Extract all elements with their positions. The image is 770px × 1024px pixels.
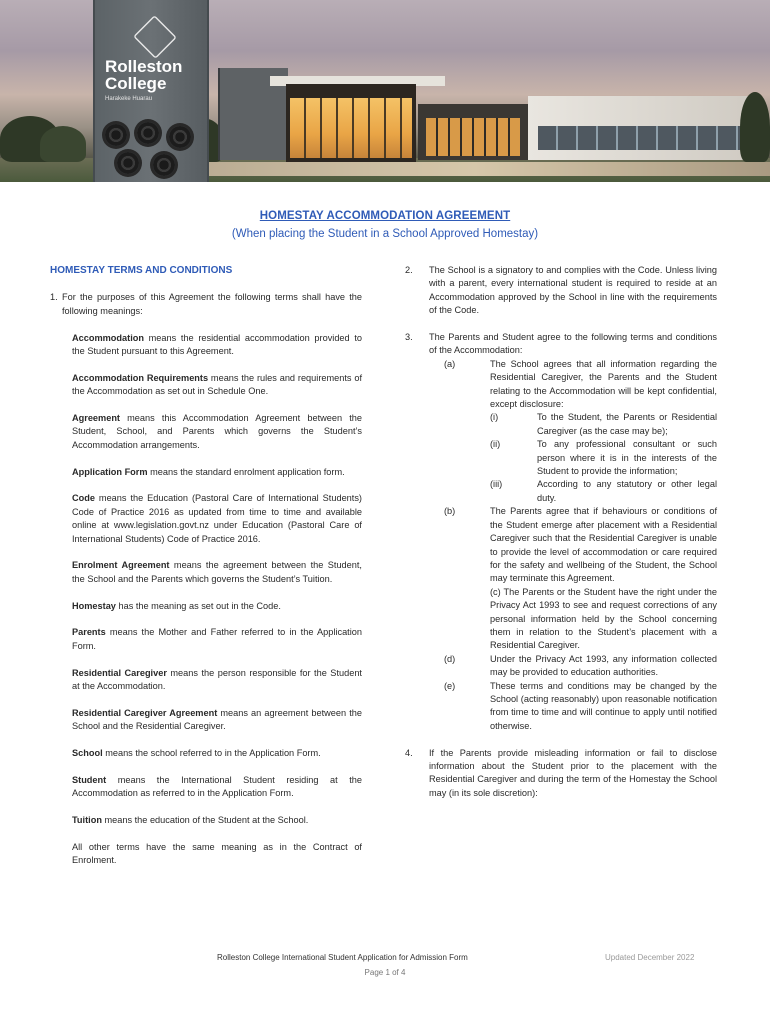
footer-document-name: Rolleston College International Student Application for Admission Form — [217, 953, 468, 962]
subclause-a — [444, 358, 717, 412]
clause-3 — [405, 331, 717, 358]
definition-text: means an agreement between the School and the Residential Caregiver. — [72, 707, 362, 732]
subclause-label: (a) — [444, 358, 456, 369]
flower-emblem-icon — [105, 124, 127, 146]
sign-college-name: Rolleston College — [105, 57, 183, 93]
definition-item — [72, 747, 362, 760]
definition-term: Code — [72, 493, 95, 504]
clause-text: The Parents and Student agree to the following terms and conditions of the Accommodation: — [429, 332, 717, 356]
definition-text: means the person responsible for the Student at the Accommodation. — [72, 667, 362, 692]
clause-number: 1. — [50, 292, 58, 303]
clause-1 — [50, 291, 362, 318]
definition-text: means the agreement between the Student, the School and the Parents which governs the Student’s Tuition. — [72, 560, 362, 584]
definition-item — [72, 466, 362, 479]
definition-item — [72, 600, 362, 613]
definition-item — [72, 814, 362, 827]
definition-item — [72, 707, 362, 734]
flower-emblem-icon — [169, 126, 191, 148]
photo-building — [528, 96, 758, 160]
subclause-d — [444, 653, 717, 680]
subclause-label: (e) — [444, 680, 456, 691]
subclause-c: (c) The Parents or the Student have the right under the Privacy Act 1993 to see and request corrections of any personal information held by the School concerning them in relation to the Student’s placement with a Residential Caregiver. — [490, 586, 717, 651]
definition-term: Student — [72, 774, 107, 785]
definition-text: All other terms have the same meaning as in the Contract of Enrolment. — [72, 841, 362, 866]
left-column — [50, 264, 362, 881]
subclause-text: Under the Privacy Act 1993, any information collected may be provided to education authorities. — [490, 653, 717, 678]
clause-text: For the purposes of this Agreement the following terms shall have the following meanings: — [62, 292, 362, 316]
definition-text: means the standard enrolment application form. — [147, 466, 345, 477]
definition-item — [72, 492, 362, 546]
clause-text: If the Parents provide misleading information or fail to disclose information about the Student prior to the placement with the Residential Caregiver and during the term of the Homestay the School may (in its sole discretion): — [429, 747, 717, 798]
clause-4 — [405, 747, 717, 801]
definition-text: means the rules and requirements of the Accommodation as set out in Schedule One. — [72, 372, 363, 397]
clause-number: 4. — [405, 747, 413, 758]
photo-tree — [40, 126, 86, 162]
footer-updated-date: Updated December 2022 — [605, 953, 695, 962]
flower-emblem-icon — [137, 122, 159, 144]
definition-text: means this Accommodation Agreement between the Student, School, and Parents which governs the Student’s Accommodation arrangements. — [72, 413, 362, 450]
flower-emblem-icon — [153, 154, 175, 176]
flower-emblem-icon — [117, 152, 139, 174]
page-number: Page 1 of 4 — [364, 968, 406, 977]
subclause-i — [490, 411, 717, 438]
definition-text: means the residential accommodation provided to the Student pursuant to this Agreement. — [72, 332, 362, 357]
college-sign — [93, 0, 209, 182]
clause-text: The School is a signatory to and complies with the Code. Unless living with a parent, every international student is required to reside at an Accommodation approved by the School in line with the requirements of the Code. — [429, 265, 717, 316]
subclause-text: According to any statutory or other legal duty. — [537, 479, 717, 503]
definition-term: School — [72, 748, 103, 759]
definition-term: Homestay — [72, 600, 116, 611]
photo-building — [418, 104, 528, 160]
subclause-text: To any professional consultant or such person where it is in the interests of the Student to provide the information; — [537, 439, 717, 477]
subclause-text: To the Student, the Parents or Residential Caregiver (as the case may be); — [537, 412, 717, 436]
definition-term: Application Form — [72, 466, 148, 477]
definition-term: Accommodation — [72, 332, 144, 343]
subclause-label: (iii) — [490, 479, 503, 490]
section-heading: HOMESTAY TERMS AND CONDITIONS — [50, 265, 233, 276]
subclause-text: The Parents agree that if behaviours or conditions of the Student emerge after placement with a Residential Caregiver such that the Residential Caregiver is unable to provide the level of accommodation or care required for the safety and wellbeing of the Student, the School may terminate this Agreement. — [490, 506, 717, 584]
photo-windows — [290, 98, 412, 158]
definition-item — [72, 412, 362, 452]
definition-item — [72, 774, 362, 801]
definition-item — [72, 841, 362, 868]
subclause-label: (i) — [490, 412, 499, 423]
definition-term: Residential Caregiver — [72, 667, 167, 678]
sign-subtitle: Harakeke Huarau — [105, 96, 153, 102]
header-photo — [0, 0, 770, 182]
photo-windows — [426, 118, 520, 156]
definition-text: means the education of the Student at the School. — [101, 815, 309, 826]
college-logo-icon — [133, 15, 177, 59]
definition-text: means the school referred to in the Application Form. — [102, 748, 321, 759]
document-subtitle: (When placing the Student in a School Approved Homestay) — [231, 228, 539, 240]
subclause-b — [444, 505, 717, 585]
document-title: HOMESTAY ACCOMMODATION AGREEMENT — [259, 210, 511, 222]
definition-text: means the Mother and Father referred to in the Application Form. — [72, 627, 362, 651]
subclause-ii — [490, 438, 717, 478]
clause-number: 2. — [405, 265, 413, 275]
definition-term: Enrolment Agreement — [72, 560, 170, 571]
definitions-list — [50, 332, 362, 868]
subclause-label: (ii) — [490, 439, 501, 450]
definition-item — [72, 667, 362, 694]
definition-item — [72, 332, 362, 359]
subclause-e — [444, 680, 717, 734]
definition-item — [72, 559, 362, 586]
definition-text: has the meaning as set out in the Code. — [115, 600, 281, 611]
photo-windows — [538, 126, 748, 150]
definition-term: Accommodation Requirements — [72, 372, 209, 383]
definition-term: Residential Caregiver Agreement — [72, 707, 218, 718]
subclause-label: (d) — [444, 653, 456, 664]
right-column — [405, 264, 717, 814]
clause-number: 3. — [405, 332, 413, 343]
definition-text: means the Education (Pastoral Care of International Students) Code of Practice 2016 as updated from time to time and available online at www.legislation.govt.nz under Education (Pastoral Care of International Students) Code of Practice 2016. — [72, 493, 362, 544]
clause-2 — [405, 264, 717, 318]
definition-item — [72, 372, 362, 399]
definition-term: Tuition — [72, 815, 102, 826]
subclause-iii — [490, 478, 717, 505]
definition-text: means the International Student residing at the Accommodation as referred to in the Application Form. — [72, 774, 362, 799]
subclause-label: (b) — [444, 506, 456, 517]
subclause-text: These terms and conditions may be changed by the School (acting reasonably) upon reasonable notification from time to time and will continue to apply until notified otherwise. — [490, 680, 717, 731]
definition-term: Agreement — [72, 413, 120, 424]
definition-item — [72, 626, 362, 653]
photo-path — [180, 162, 770, 176]
subclause-text: The School agrees that all information regarding the Residential Caregiver, the Parents and the Student relating to the Accommodation will be kept confidential, except disclosure: — [490, 358, 717, 410]
definition-term: Parents — [72, 627, 106, 638]
photo-tree — [740, 92, 770, 162]
